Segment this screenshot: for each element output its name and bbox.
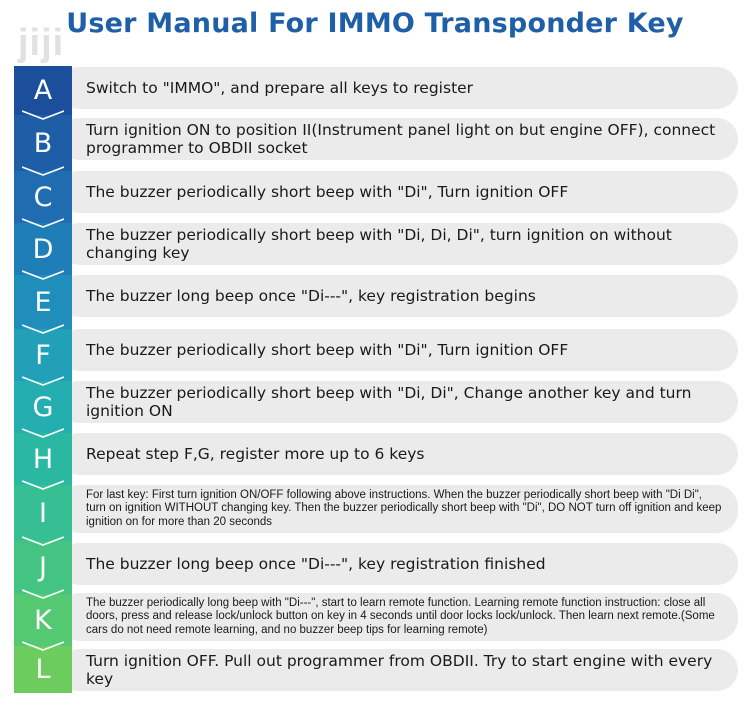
step-text-label: The buzzer periodically short beep with "Di, Di, Di", turn ignition on without changing key bbox=[86, 226, 672, 262]
step-g bbox=[0, 381, 750, 433]
step-text bbox=[58, 381, 738, 423]
step-text bbox=[58, 649, 738, 691]
step-j bbox=[0, 541, 750, 594]
step-text bbox=[58, 485, 738, 533]
step-l bbox=[0, 646, 750, 693]
step-letter-badge bbox=[14, 381, 72, 433]
step-text bbox=[58, 171, 738, 213]
step-letter-badge bbox=[14, 275, 72, 329]
chevron-down-icon bbox=[22, 641, 64, 651]
step-text-label: The buzzer periodically short beep with "Di", Turn ignition OFF bbox=[86, 341, 569, 359]
step-letter: G bbox=[32, 391, 54, 423]
chevron-down-icon bbox=[22, 166, 64, 176]
chevron-down-icon bbox=[22, 428, 64, 438]
step-letter: D bbox=[32, 233, 54, 265]
chevron-down-icon bbox=[22, 218, 64, 228]
step-letter: I bbox=[39, 497, 47, 529]
step-letter: H bbox=[32, 443, 54, 475]
step-e bbox=[0, 275, 750, 329]
step-text bbox=[58, 593, 738, 641]
step-i bbox=[0, 485, 750, 541]
step-text bbox=[58, 329, 738, 371]
step-h bbox=[0, 433, 750, 485]
step-letter: A bbox=[33, 75, 53, 106]
step-text-label: The buzzer periodically short beep with "Di", Turn ignition OFF bbox=[86, 183, 569, 201]
step-letter-badge bbox=[14, 171, 72, 223]
step-d bbox=[0, 223, 750, 275]
step-letter-badge bbox=[14, 115, 72, 171]
step-letter: F bbox=[35, 339, 51, 371]
chevron-down-icon bbox=[22, 376, 64, 386]
step-text bbox=[58, 275, 738, 317]
step-text bbox=[58, 223, 738, 265]
step-k bbox=[0, 594, 750, 646]
watermark-logo: jiji bbox=[18, 22, 65, 64]
step-letter: B bbox=[33, 127, 53, 159]
step-text-label: The buzzer periodically short beep with "Di, Di", Change another key and turn ignition ON bbox=[86, 384, 692, 420]
step-a bbox=[0, 66, 750, 115]
step-text bbox=[58, 67, 738, 109]
step-text bbox=[58, 433, 738, 475]
step-letter-badge bbox=[14, 66, 72, 115]
step-text-label: The buzzer long beep once "Di---", key registration begins bbox=[86, 287, 536, 305]
step-letter-badge bbox=[14, 223, 72, 275]
step-letter-badge bbox=[14, 329, 72, 381]
page-title: User Manual For IMMO Transponder Key bbox=[66, 8, 684, 39]
step-letter-badge bbox=[14, 594, 72, 646]
step-text bbox=[58, 543, 738, 585]
step-text bbox=[58, 118, 738, 160]
step-letter: E bbox=[34, 286, 52, 318]
chevron-down-icon bbox=[22, 324, 64, 334]
step-letter-badge bbox=[14, 485, 72, 541]
step-letter: C bbox=[33, 181, 53, 213]
step-letter-badge bbox=[14, 646, 72, 693]
chevron-down-icon bbox=[22, 480, 64, 490]
step-letter-badge bbox=[14, 433, 72, 485]
chevron-down-icon bbox=[22, 589, 64, 599]
chevron-down-icon bbox=[22, 270, 64, 280]
step-text-label: Turn ignition OFF. Pull out programmer from OBDII. Try to start engine with every key bbox=[86, 652, 713, 688]
step-letter: L bbox=[35, 654, 51, 685]
step-text-label: The buzzer periodically long beep with "Di---", start to learn remote function. Learning remote function instruction: close all doors, press and release lock/unlock button on key in 4 seconds until door locks lock/unlock. Then learn next remote.(Some cars do not need remote learning, and no buzzer beep tips for learning remote) bbox=[86, 596, 715, 636]
step-text-label: Turn ignition ON to position II(Instrument panel light on but engine OFF), connect programmer to OBDII socket bbox=[86, 121, 716, 157]
step-text-label: Repeat step F,G, register more up to 6 keys bbox=[86, 445, 425, 463]
step-b bbox=[0, 115, 750, 171]
step-letter-badge bbox=[14, 541, 72, 594]
step-text-label: Switch to "IMMO", and prepare all keys to register bbox=[86, 79, 474, 97]
chevron-down-icon bbox=[22, 536, 64, 546]
step-c bbox=[0, 171, 750, 223]
step-f bbox=[0, 329, 750, 381]
chevron-down-icon bbox=[22, 110, 64, 120]
step-text-label: For last key: First turn ignition ON/OFF following above instructions. When the buzzer periodically short beep with "Di Di", turn on ignition WITHOUT changing key. Then the buzzer periodically short beep with "Di", DO NOT turn off ignition and keep ignition on for more than 20 seconds bbox=[86, 488, 722, 528]
step-letter: K bbox=[34, 604, 52, 636]
step-text-label: The buzzer long beep once "Di---", key registration finished bbox=[86, 555, 546, 573]
step-letter: J bbox=[39, 552, 47, 583]
